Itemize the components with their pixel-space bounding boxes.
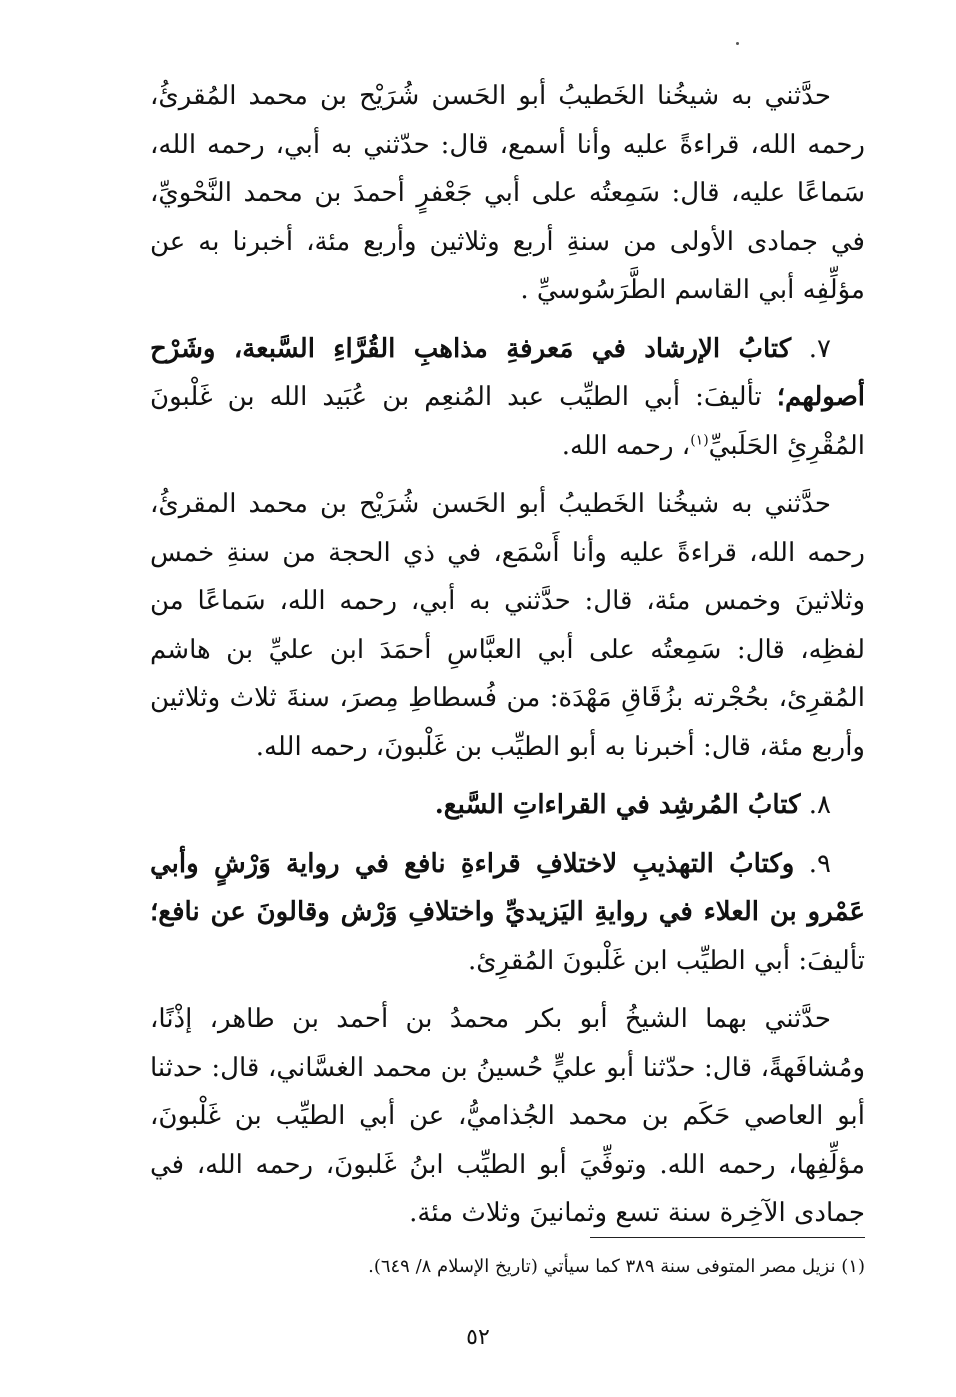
- entry-number: ٩.: [808, 848, 831, 879]
- stray-mark: [736, 42, 739, 45]
- paragraph-transmission-2: حدَّثني به شيخُنا الخَطيبُ أبو الحَسن شُرَيْح بن محمد المقرئُ، رحمه الله، قراءةً عليه وأنا أَسْمَع، في ذي الحجة من سنةِ خمس وثلاثينَ وخمس مئة، قال: حدَّثني به أبي، رحمه الله، سَماعًا من لفظِه، قال: سَمِعتُه على أبي العبَّاسِ أحمَدَ ابن عليِّ بن هاشم المُقرِئ، بحُجْرته بزُقَاقِ مَهْدَة: من فُسطاطِ مِصرَ، سنةَ ثلاث وثلاثين وأربع مئة، قال: أخبرنا به أبو الطيِّب بن غَلْبونَ، رحمه الله.: [150, 489, 865, 762]
- main-text: [150, 72, 865, 1238]
- entry-title: كتابُ المُرشِد في القراءاتِ السَّبع.: [434, 790, 801, 820]
- entry-title: كتابُ الإرشاد في مَعرفةِ مذاهبِ القُرَّاءِ السَّبعة، وشَرْح أصولهم؛: [150, 333, 865, 412]
- footnote-separator: [590, 1237, 865, 1238]
- paragraph-transmission-3: حدَّثني بهما الشيخُ أبو بكر محمدُ بن أحمد بن طاهر، إذْنًا، ومُشافَهةً، قال: حدّثنا أبو عليٍّ حُسينُ بن محمد الغسَّاني، قال: حدثنا أبو العاصي حَكَم بن محمد الجُذاميُّ، عن أبي الطيِّب بن غَلْبونَ، مؤلِّفِها، رحمه الله. وتوفِّيَ أبو الطيِّب ابنُ غَلبونَ، رحمه الله، في جمادى الآخِرة سنة تسع وثمانينَ وثلاث مئة.: [150, 1004, 865, 1228]
- entry-author-tail: ، رحمه الله.: [561, 430, 691, 461]
- entry-number: ٨.: [808, 790, 831, 820]
- footnote-marker[interactable]: (١): [690, 431, 709, 448]
- entry-number: ٧.: [808, 333, 832, 364]
- entry-8: [150, 781, 865, 830]
- page-number: ٥٢: [466, 1325, 490, 1350]
- paragraph-transmission-1: حدَّثني به شيخُنا الخَطيبُ أبو الحَسن شُرَيْح بن محمد المُقرئُ، رحمه الله، قراءةً عليه وأنا أسمع، قال: حدّثني به أبي، رحمه الله، سَماعًا عليه، قال: سَمِعتُه على أبي جَعْفرٍ أحمدَ بن محمد النَّحْويِّ، في جمادى الأولى من سنةِ أربع وثلاثين وأربع مئة، أخبرنا به عن مؤلِّفِه أبي القاسم الطَّرَسُوسيِّ .: [150, 81, 865, 305]
- entry-title: وكتابُ التهذيبِ لاختلافِ قراءةِ نافع في رواية وَرْشٍ وأبي عَمْرو بن العلاء في روايةِ اليَزيديِّ واختلافِ وَرْش وقالونَ عن نافع؛: [150, 848, 865, 927]
- footnote: (١) نزيل مصر المتوفى سنة ٣٨٩ كما سيأتي (تاريخ الإسلام ٨/ ٦٤٩).: [368, 1256, 865, 1277]
- entry-author: تأليفَ: أبي الطيِّب عبد المُنعِم بن عُبَيد الله بن غَلْبونَ المُقْرِئِ الحَلَبيِّ: [150, 382, 865, 461]
- entry-7: [150, 325, 865, 471]
- entry-9: [150, 840, 865, 986]
- entry-author: تأليفَ: أبي الطيِّب ابن غَلْبونَ المُقرِئ.: [467, 945, 865, 976]
